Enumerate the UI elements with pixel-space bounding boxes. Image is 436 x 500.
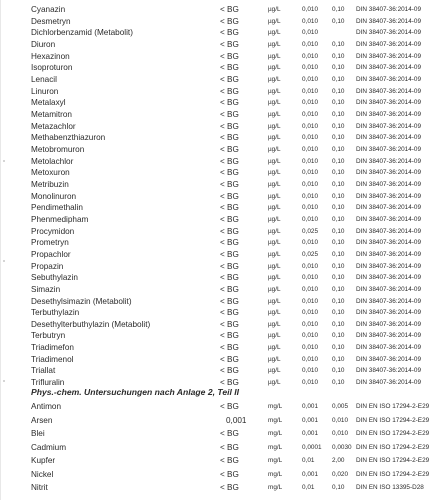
detection-limit-cell: 0,010 [302, 64, 318, 72]
substance-name: Triadimefon [31, 343, 74, 353]
unit-cell: mg/L [268, 443, 283, 451]
method-cell: DIN EN ISO 17294-2-E29 [356, 457, 430, 464]
detection-limit-cell: 0,010 [302, 99, 318, 107]
margin-mark [3, 380, 5, 382]
unit-cell: µg/L [268, 64, 281, 72]
unit-cell: µg/L [268, 262, 281, 270]
unit-cell: µg/L [268, 227, 281, 235]
limit-value-cell: 0,10 [332, 204, 345, 212]
detection-limit-cell: 0,010 [302, 274, 318, 282]
limit-value-cell: 0,10 [332, 227, 345, 235]
substance-name: Propachlor [31, 249, 71, 259]
method-cell: DIN 38407-36:2014-09 [356, 180, 422, 188]
measured-value: < BG [220, 354, 239, 364]
method-cell: DIN 38407-36:2014-09 [356, 274, 422, 282]
limit-value-cell: 0,10 [332, 6, 345, 13]
substance-name: Lenacil [31, 74, 57, 84]
detection-limit-cell: 0,001 [302, 403, 318, 410]
substance-name: Arsen [31, 415, 53, 425]
substance-name: Monolinuron [31, 191, 77, 201]
unit-cell: µg/L [268, 204, 281, 212]
unit-cell: µg/L [268, 17, 281, 25]
substance-name: Nickel [31, 469, 54, 479]
detection-limit-cell: 0,010 [302, 134, 318, 142]
detection-limit-cell: 0,010 [302, 285, 318, 293]
detection-limit-cell: 0,010 [302, 110, 318, 118]
limit-value-cell: 0,10 [332, 52, 345, 60]
substance-name: Triallat [31, 366, 56, 376]
substance-name: Methabenzthiazuron [31, 133, 106, 143]
substance-name: Isoproturon [31, 63, 73, 73]
measured-value: < BG [220, 74, 239, 84]
detection-limit-cell: 0,010 [302, 6, 318, 13]
measured-value: < BG [220, 16, 239, 26]
limit-value-cell: 0,10 [332, 75, 345, 83]
limit-value-cell: 0,10 [332, 309, 345, 317]
substance-name: Metalaxyl [31, 98, 66, 108]
detection-limit-cell: 0,0001 [302, 443, 322, 451]
measured-value: < BG [220, 469, 239, 479]
limit-value-cell: 0,10 [332, 122, 345, 130]
substance-name: Terbuthylazin [31, 308, 80, 318]
measured-value: < BG [220, 331, 239, 341]
unit-cell: mg/L [268, 403, 283, 410]
unit-cell: mg/L [268, 416, 283, 424]
unit-cell: µg/L [268, 29, 281, 37]
unit-cell: µg/L [268, 99, 281, 107]
unit-cell: µg/L [268, 52, 281, 60]
unit-cell: µg/L [268, 367, 281, 375]
method-cell: DIN 38407-36:2014-09 [356, 17, 422, 25]
limit-value-cell: 0,10 [332, 99, 345, 107]
method-cell: DIN 38407-36:2014-09 [356, 6, 422, 13]
unit-cell: mg/L [268, 457, 283, 464]
limit-value-cell: 0,10 [332, 134, 345, 142]
method-cell: DIN 38407-36:2014-09 [356, 40, 422, 48]
limit-value-cell: 0,10 [332, 180, 345, 188]
limit-value-cell: 0,10 [332, 239, 345, 247]
limit-value-cell: 0,10 [332, 274, 345, 282]
detection-limit-cell: 0,010 [302, 344, 318, 352]
measured-value: < BG [220, 86, 239, 96]
method-cell: DIN EN ISO 17294-2-E29 [356, 430, 430, 437]
limit-value-cell: 0,10 [332, 355, 345, 363]
measured-value: < BG [220, 109, 239, 119]
limit-value-cell: 0,10 [332, 157, 345, 165]
substance-name: Nitrit [31, 483, 48, 492]
measured-value: < BG [220, 168, 239, 178]
detection-limit-cell: 0,010 [302, 40, 318, 48]
method-cell: DIN 38407-36:2014-09 [356, 87, 422, 95]
unit-cell: µg/L [268, 332, 281, 340]
method-cell: DIN 38407-36:2014-09 [356, 239, 422, 247]
measured-value: < BG [220, 156, 239, 166]
measured-value: < BG [220, 238, 239, 248]
unit-cell: µg/L [268, 320, 281, 328]
method-cell: DIN 38407-36:2014-09 [356, 75, 422, 83]
limit-value-cell: 0,010 [332, 416, 348, 424]
detection-limit-cell: 0,001 [302, 470, 318, 478]
limit-value-cell: 0,10 [332, 215, 345, 223]
measured-value: < BG [220, 51, 239, 61]
limit-value-cell: 0,10 [332, 110, 345, 118]
measured-value: < BG [220, 442, 239, 452]
unit-cell: µg/L [268, 169, 281, 177]
method-cell: DIN 38407-36:2014-09 [356, 192, 422, 200]
detection-limit-cell: 0,010 [302, 192, 318, 200]
limit-value-cell: 0,10 [332, 332, 345, 340]
substance-name: Phenmedipham [31, 214, 89, 224]
substance-name: Dichlorbenzamid (Metabolit) [31, 28, 133, 38]
method-cell: DIN 38407-36:2014-09 [356, 64, 422, 72]
method-cell: DIN EN ISO 13395-D28 [356, 484, 424, 491]
unit-cell: µg/L [268, 180, 281, 188]
method-cell: DIN 38407-36:2014-09 [356, 122, 422, 130]
detection-limit-cell: 0,010 [302, 204, 318, 212]
substance-name: Metamitron [31, 109, 72, 119]
substance-name: Triadimenol [31, 354, 74, 364]
limit-value-cell: 0,020 [332, 470, 348, 478]
unit-cell: µg/L [268, 250, 281, 258]
detection-limit-cell: 0,010 [302, 215, 318, 223]
unit-cell: µg/L [268, 344, 281, 352]
unit-cell: µg/L [268, 157, 281, 165]
method-cell: DIN 38407-36:2014-09 [356, 332, 422, 340]
substance-name: Pendimethalin [31, 203, 83, 213]
measured-value: < BG [220, 483, 239, 492]
detection-limit-cell: 0,010 [302, 17, 318, 25]
substance-name: Metazachlor [31, 121, 76, 131]
substance-name: Blei [31, 429, 45, 438]
measured-value: < BG [220, 308, 239, 318]
substance-name: Prometryn [31, 238, 69, 248]
measured-value: < BG [220, 273, 239, 283]
method-cell: DIN EN ISO 17294-2-E29 [356, 416, 430, 424]
unit-cell: µg/L [268, 355, 281, 363]
measured-value: < BG [220, 284, 239, 294]
method-cell: DIN EN ISO 17294-2-E29 [356, 443, 430, 451]
method-cell: DIN 38407-36:2014-09 [356, 285, 422, 293]
method-cell: DIN 38407-36:2014-09 [356, 215, 422, 223]
method-cell: DIN 38407-36:2014-09 [356, 99, 422, 107]
limit-value-cell: 0,10 [332, 192, 345, 200]
substance-name: Linuron [31, 86, 59, 96]
limit-value-cell: 0,10 [332, 17, 345, 25]
detection-limit-cell: 0,010 [302, 332, 318, 340]
substance-name: Desethylterbuthylazin (Metabolit) [31, 319, 151, 329]
limit-value-cell: 0,10 [332, 379, 345, 387]
method-cell: DIN 38407-36:2014-09 [356, 145, 422, 153]
method-cell: DIN 38407-36:2014-09 [356, 297, 422, 305]
measured-value: < BG [220, 179, 239, 189]
method-cell: DIN 38407-36:2014-09 [356, 110, 422, 118]
unit-cell: µg/L [268, 134, 281, 142]
detection-limit-cell: 0,010 [302, 262, 318, 270]
detection-limit-cell: 0,010 [302, 145, 318, 153]
detection-limit-cell: 0,010 [302, 239, 318, 247]
unit-cell: µg/L [268, 145, 281, 153]
substance-name: Terbutryn [31, 331, 66, 341]
substance-name: Procymidon [31, 226, 75, 236]
method-cell: DIN 38407-36:2014-09 [356, 52, 422, 60]
unit-cell: µg/L [268, 75, 281, 83]
unit-cell: mg/L [268, 430, 283, 437]
measured-value: < BG [220, 144, 239, 154]
unit-cell: µg/L [268, 192, 281, 200]
measured-value: < BG [220, 98, 239, 108]
measured-value: < BG [220, 456, 239, 465]
unit-cell: µg/L [268, 285, 281, 293]
method-cell: DIN 38407-36:2014-09 [356, 367, 422, 375]
detection-limit-cell: 0,010 [302, 367, 318, 375]
measured-value: < BG [220, 191, 239, 201]
limit-value-cell: 0,010 [332, 430, 348, 437]
substance-name: Cyanazin [31, 5, 66, 14]
limit-value-cell: 0,10 [332, 262, 345, 270]
limit-value-cell: 0,10 [332, 169, 345, 177]
measured-value: < BG [220, 378, 239, 388]
method-cell: DIN 38407-36:2014-09 [356, 344, 422, 352]
substance-name: Simazin [31, 284, 61, 294]
unit-cell: µg/L [268, 239, 281, 247]
unit-cell: mg/L [268, 484, 283, 491]
detection-limit-cell: 0,010 [302, 157, 318, 165]
unit-cell: µg/L [268, 110, 281, 118]
measured-value: < BG [220, 429, 239, 438]
measured-value: < BG [220, 63, 239, 73]
method-cell: DIN 38407-36:2014-09 [356, 379, 422, 387]
substance-name: Hexazinon [31, 51, 70, 61]
substance-name: Diuron [31, 39, 56, 49]
method-cell: DIN 38407-36:2014-09 [356, 262, 422, 270]
substance-name: Desmetryn [31, 16, 71, 26]
substance-name: Propazin [31, 261, 64, 271]
measured-value: < BG [220, 249, 239, 259]
method-cell: DIN EN ISO 17294-2-E29 [356, 403, 430, 410]
detection-limit-cell: 0,010 [302, 297, 318, 305]
substance-name: Metolachlor [31, 156, 74, 166]
measured-value: < BG [220, 296, 239, 306]
limit-value-cell: 0,10 [332, 297, 345, 305]
detection-limit-cell: 0,001 [302, 416, 318, 424]
substance-name: Metoxuron [31, 168, 70, 178]
substance-name: Metribuzin [31, 179, 69, 189]
detection-limit-cell: 0,01 [302, 484, 315, 491]
detection-limit-cell: 0,010 [302, 52, 318, 60]
unit-cell: µg/L [268, 40, 281, 48]
method-cell: DIN 38407-36:2014-09 [356, 29, 422, 37]
measured-value: < BG [220, 5, 239, 14]
limit-value-cell: 0,10 [332, 40, 345, 48]
method-cell: DIN EN ISO 17294-2-E29 [356, 470, 430, 478]
unit-cell: µg/L [268, 297, 281, 305]
unit-cell: µg/L [268, 215, 281, 223]
method-cell: DIN 38407-36:2014-09 [356, 134, 422, 142]
limit-value-cell: 0,10 [332, 145, 345, 153]
unit-cell: mg/L [268, 470, 283, 478]
measured-value: < BG [220, 319, 239, 329]
limit-value-cell: 0,10 [332, 367, 345, 375]
detection-limit-cell: 0,010 [302, 180, 318, 188]
measured-value: < BG [220, 366, 239, 376]
limit-value-cell: 0,10 [332, 344, 345, 352]
measured-value: < BG [220, 343, 239, 353]
substance-name: Metobromuron [31, 144, 85, 154]
substance-name: Antimon [31, 402, 62, 411]
method-cell: DIN 38407-36:2014-09 [356, 309, 422, 317]
unit-cell: µg/L [268, 274, 281, 282]
method-cell: DIN 38407-36:2014-09 [356, 169, 422, 177]
detection-limit-cell: 0,001 [302, 430, 318, 437]
unit-cell: µg/L [268, 122, 281, 130]
substance-name: Kupfer [31, 456, 56, 465]
method-cell: DIN 38407-36:2014-09 [356, 320, 422, 328]
unit-cell: µg/L [268, 87, 281, 95]
limit-value-cell: 0,10 [332, 320, 345, 328]
detection-limit-cell: 0,010 [302, 87, 318, 95]
limit-value-cell: 0,10 [332, 64, 345, 72]
measured-value: 0,001 [226, 415, 247, 425]
measured-value: < BG [220, 203, 239, 213]
substance-name: Cadmium [31, 442, 67, 452]
unit-cell: µg/L [268, 309, 281, 317]
substance-name: Desethylsimazin (Metabolit) [31, 296, 132, 306]
method-cell: DIN 38407-36:2014-09 [356, 204, 422, 212]
measured-value: < BG [220, 214, 239, 224]
measured-value: < BG [220, 133, 239, 143]
limit-value-cell: 2,00 [332, 457, 345, 464]
method-cell: DIN 38407-36:2014-09 [356, 355, 422, 363]
detection-limit-cell: 0,010 [302, 122, 318, 130]
measured-value: < BG [220, 402, 239, 411]
detection-limit-cell: 0,025 [302, 227, 318, 235]
limit-value-cell: 0,005 [332, 403, 348, 410]
method-cell: DIN 38407-36:2014-09 [356, 250, 422, 258]
limit-value-cell: 0,10 [332, 484, 345, 491]
detection-limit-cell: 0,010 [302, 29, 318, 37]
detection-limit-cell: 0,010 [302, 355, 318, 363]
substance-name: Sebuthylazin [31, 273, 78, 283]
margin-mark [3, 160, 5, 162]
detection-limit-cell: 0,010 [302, 309, 318, 317]
limit-value-cell: 0,0030 [332, 443, 352, 451]
limit-value-cell: 0,10 [332, 87, 345, 95]
detection-limit-cell: 0,010 [302, 379, 318, 387]
unit-cell: µg/L [268, 6, 281, 13]
measured-value: < BG [220, 226, 239, 236]
detection-limit-cell: 0,01 [302, 457, 315, 464]
detection-limit-cell: 0,025 [302, 250, 318, 258]
limit-value-cell: 0,10 [332, 285, 345, 293]
measured-value: < BG [220, 121, 239, 131]
detection-limit-cell: 0,010 [302, 75, 318, 83]
margin-mark [3, 260, 5, 262]
method-cell: DIN 38407-36:2014-09 [356, 227, 422, 235]
method-cell: DIN 38407-36:2014-09 [356, 157, 422, 165]
section-heading: Phys.-chem. Untersuchungen nach Anlage 2, Teil II [31, 387, 240, 397]
measured-value: < BG [220, 39, 239, 49]
limit-value-cell: 0,10 [332, 250, 345, 258]
detection-limit-cell: 0,010 [302, 169, 318, 177]
measured-value: < BG [220, 28, 239, 38]
unit-cell: µg/L [268, 379, 281, 387]
detection-limit-cell: 0,010 [302, 320, 318, 328]
substance-name: Trifluralin [31, 378, 65, 388]
measured-value: < BG [220, 261, 239, 271]
